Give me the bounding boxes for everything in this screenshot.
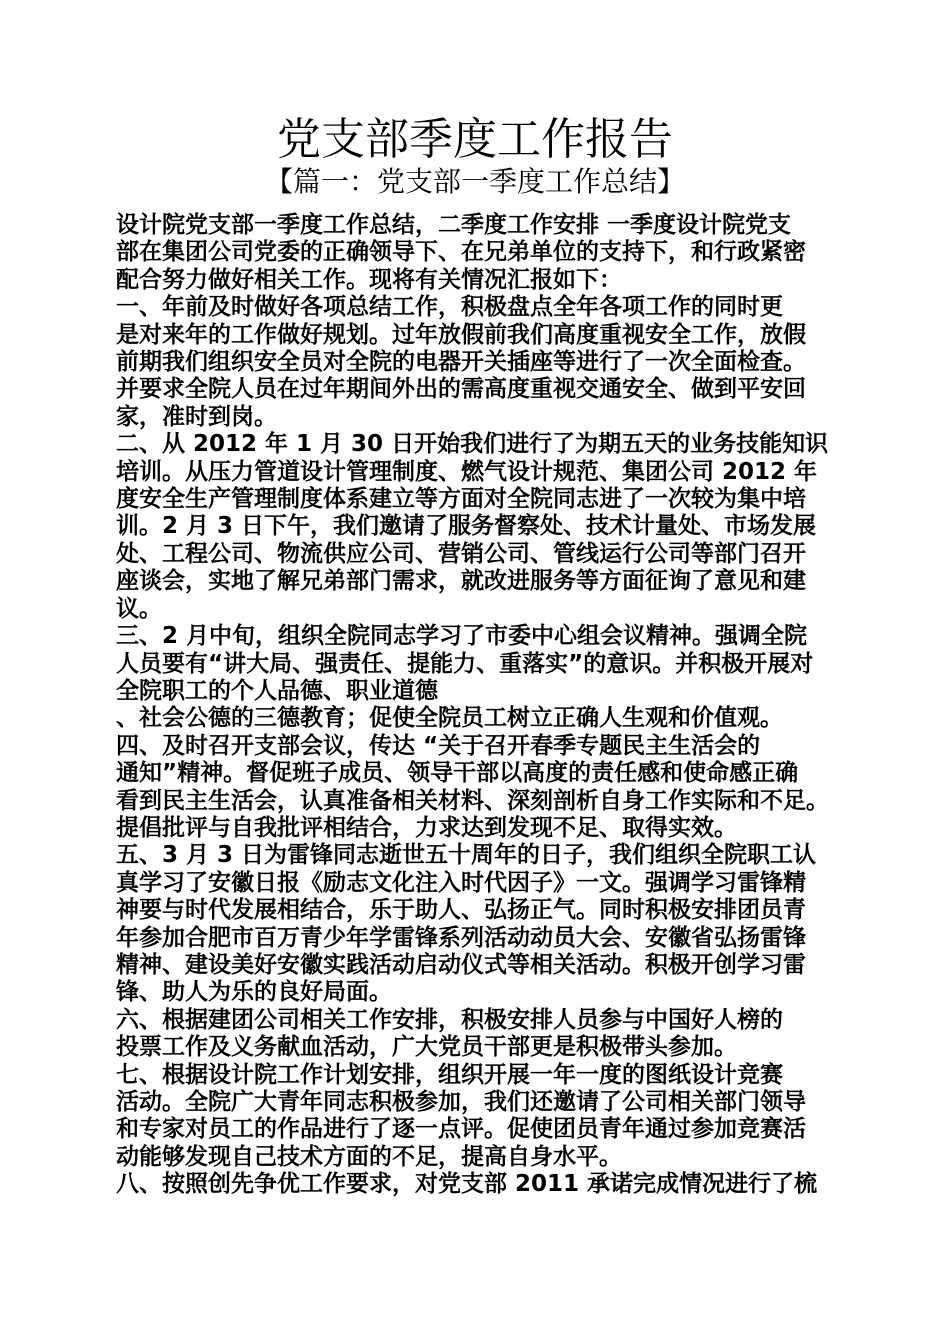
body-line: 设计院党支部一季度工作总结，二季度工作安排 一季度设计院党支	[116, 212, 792, 238]
body-line: 三、2 月中旬，组织全院同志学习了市委中心组会议精神。强调全院	[116, 623, 808, 650]
body-line: 配合努力做好相关工作。现将有关情况汇报如下：	[116, 266, 622, 293]
body-line: 度安全生产管理制度体系建立等方面对全院同志进了一次较为集中培	[116, 486, 806, 513]
body-line: 动能够发现自己技术方面的不足，提高自身水平。	[116, 1143, 622, 1170]
body-line: 培训。从压力管道设计管理制度、燃气设计规范、集团公司 2012 年	[116, 458, 818, 485]
body-line: 四、及时召开支部会议，传达 “关于召开春季专题民主生活会的	[116, 732, 761, 759]
body-line: 锋、助人为乐的良好局面。	[116, 979, 392, 1006]
document-subtitle: 【篇一：党支部一季度工作总结】	[264, 165, 685, 198]
body-line: 、社会公德的三德教育；促使全院员工树立正确人生观和价值观。	[116, 705, 783, 732]
body-line: 座谈会，实地了解兄弟部门需求，就改进服务等方面征询了意见和建	[116, 568, 806, 595]
body-line: 神要与时代发展相结合，乐于助人、弘扬正气。同时积极安排团员青	[116, 897, 806, 924]
body-line: 七、根据设计院工作计划安排，组织开展一年一度的图纸设计竞赛	[116, 1061, 783, 1088]
body-line: 精神、建设美好安徽实践活动启动仪式等相关活动。积极开创学习雷	[116, 951, 806, 978]
body-line: 部在集团公司党委的正确领导下、在兄弟单位的支持下，和行政紧密	[116, 239, 806, 266]
body-line: 真学习了安徽日报《励志文化注入时代因子》一文。强调学习雷锋精	[116, 869, 806, 896]
body-line: 活动。全院广大青年同志积极参加，我们还邀请了公司相关部门领导	[116, 1089, 806, 1115]
body-line: 提倡批评与自我批评相结合，力求达到发现不足、取得实效。	[116, 814, 737, 841]
body-line: 投票工作及义务献血活动，广大党员干部更是积极带头参加。	[116, 1034, 737, 1061]
body-line: 一、年前及时做好各项总结工作，积极盘点全年各项工作的同时更	[116, 294, 783, 321]
body-line: 看到民主生活会，认真准备相关材料、深刻剖析自身工作实际和不足。	[116, 787, 829, 814]
body-line: 全院职工的个人品德、职业道德	[116, 677, 438, 704]
body-line: 议。	[116, 595, 162, 622]
body-line: 六、根据建团公司相关工作安排，积极安排人员参与中国好人榜的	[116, 1006, 783, 1033]
body-line: 并要求全院人员在过年期间外出的需高度重视交通安全、做到平安回	[116, 376, 806, 403]
body-line: 处、工程公司、物流供应公司、营销公司、管线运行公司等部门召开	[116, 540, 806, 567]
document-body	[116, 212, 846, 1199]
body-line: 人员要有“讲大局、强责任、提能力、重落实”的意识。并积极开展对	[116, 650, 814, 677]
body-line: 家，准时到岗。	[116, 403, 277, 430]
body-line: 八、按照创先争优工作要求，对党支部 2011 承诺完成情况进行了梳	[116, 1171, 818, 1198]
document-title: 党支部季度工作报告	[277, 114, 673, 165]
body-line: 二、从 2012 年 1 月 30 日开始我们进行了为期五天的业务技能知识	[116, 431, 829, 458]
body-line: 通知”精神。督促班子成员、领导干部以高度的责任感和使命感正确	[116, 760, 799, 787]
body-line: 是对来年的工作做好规划。过年放假前我们高度重视安全工作，放假	[116, 321, 806, 348]
body-line: 训。2 月 3 日下午，我们邀请了服务督察处、技术计量处、市场发展	[116, 513, 817, 540]
body-line: 前期我们组织安全员对全院的电器开关插座等进行了一次全面检查。	[116, 349, 806, 376]
body-line: 年参加合肥市百万青少年学雷锋系列活动动员大会、安徽省弘扬雷锋	[116, 924, 806, 951]
body-line: 五、3 月 3 日为雷锋同志逝世五十周年的日子，我们组织全院职工认	[116, 842, 817, 869]
body-line: 和专家对员工的作品进行了逐一点评。促使团员青年通过参加竞赛活	[116, 1116, 806, 1143]
